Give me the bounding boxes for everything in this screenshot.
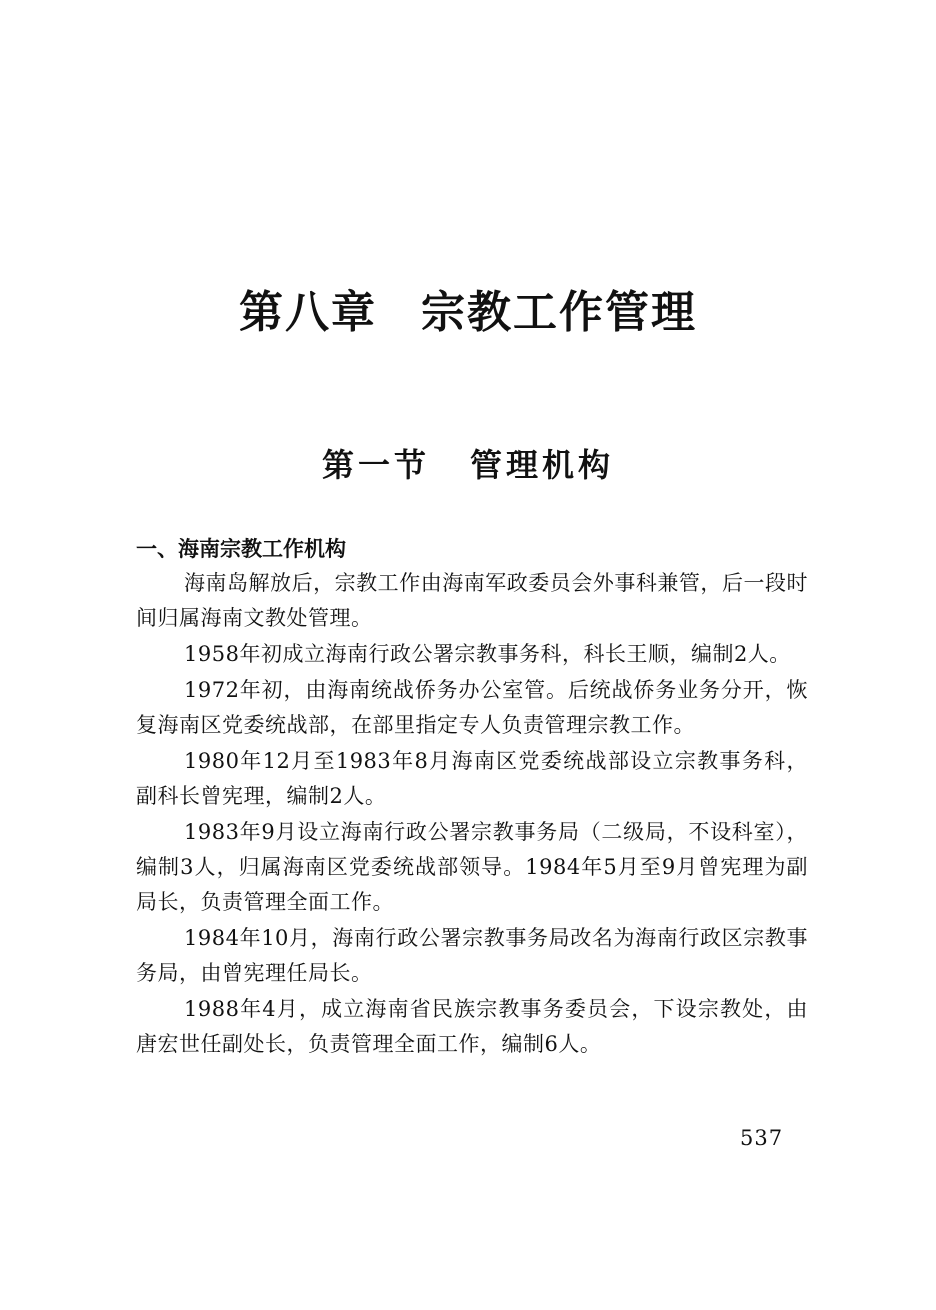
paragraph: 1972年初，由海南统战侨务办公室管。后统战侨务业务分开，恢复海南区党委统战部，在部里指定专人负责管理宗教工作。 (136, 678, 808, 737)
subsection-heading: 一、海南宗教工作机构 (136, 537, 346, 561)
paragraph: 1988年4月，成立海南省民族宗教事务委员会，下设宗教处，由唐宏世任副处长，负责管理全面工作，编制6人。 (136, 997, 808, 1056)
paragraph: 1958年初成立海南行政公署宗教事务科，科长王顺，编制2人。 (184, 642, 791, 666)
section-title (0, 440, 936, 486)
paragraph: 1983年9月设立海南行政公署宗教事务局（二级局，不设科室），编制3人，归属海南区党委统战部领导。1984年5月至9月曾宪理为副局长，负责管理全面工作。 (136, 820, 808, 914)
paragraph: 1984年10月，海南行政公署宗教事务局改名为海南行政区宗教事务局，由曾宪理任局长。 (136, 926, 808, 985)
section-name: 管理机构 (470, 446, 615, 484)
page-number: 537 (740, 1126, 784, 1150)
chapter-title (0, 276, 936, 340)
chapter-label: 第八章 (239, 287, 377, 338)
paragraph: 1980年12月至1983年8月海南区党委统战部设立宗教事务科，副科长曾宪理，编制2人。 (136, 749, 808, 808)
section-label: 第一节 (321, 446, 430, 484)
chapter-name: 宗教工作管理 (421, 287, 697, 338)
body-text (136, 532, 808, 1063)
paragraph: 海南岛解放后，宗教工作由海南军政委员会外事科兼管，后一段时间归属海南文教处管理。 (136, 571, 808, 630)
